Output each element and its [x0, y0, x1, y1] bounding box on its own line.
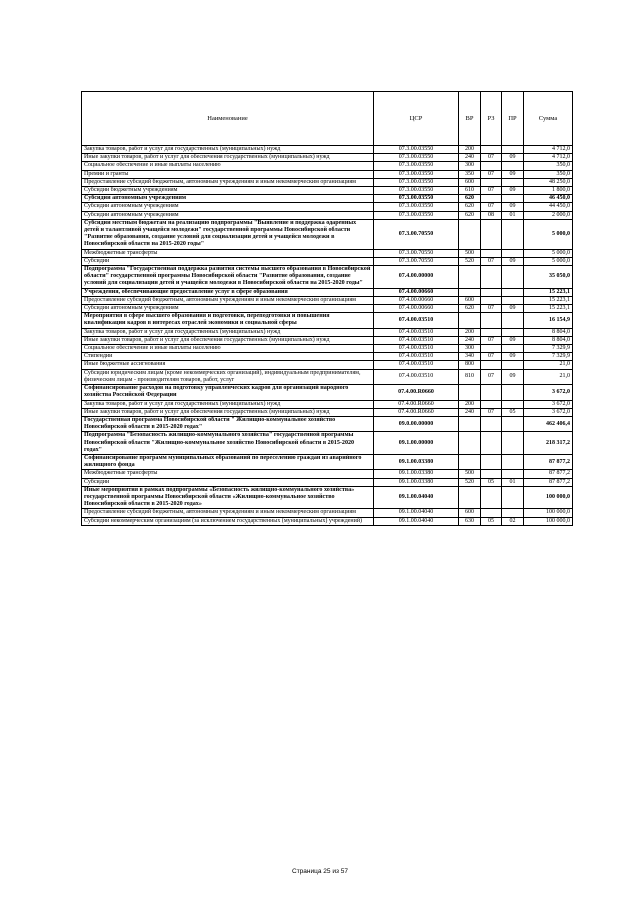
row-vr-cell: 810	[459, 369, 481, 384]
row-vr-cell: 240	[459, 154, 481, 162]
row-rz-cell	[481, 146, 502, 154]
row-rz-cell	[481, 266, 502, 289]
row-name-cell: Иные мероприятия в рамках подпрограммы «Безопасность жилищно-коммунального хозяйства» государственной программы Новосибирской области «Жилищно-коммунальное хозяйство Новосибирской области в 2015-2020 годах»	[82, 486, 374, 509]
table-row	[82, 203, 573, 211]
row-name-cell: Субсидии автономным учреждениям	[82, 211, 374, 219]
row-csr-cell: 07.4.00.03510	[374, 313, 459, 328]
table-row	[82, 178, 573, 186]
row-sum-cell: 48 250,0	[524, 178, 573, 186]
header-rz: РЗ	[481, 92, 502, 146]
row-rz-cell: 05	[481, 517, 502, 525]
row-name-cell: Социальное обеспечение и иные выплаты населению	[82, 345, 374, 353]
row-name-cell: Учреждения, обеспечивающие предоставление услуг в сфере образования	[82, 288, 374, 296]
row-sum-cell: 44 450,0	[524, 203, 573, 211]
row-name-cell: Подпрограмма "Безопасность жилищно-коммунального хозяйства" государственной программы Новосибирской области "Жилищно-коммунальное хозяйство Новосибирской области в 2015-2020 годах"	[82, 432, 374, 455]
row-pr-cell: 09	[502, 203, 524, 211]
row-pr-cell	[502, 288, 524, 296]
row-csr-cell: 07.3.00.03550	[374, 211, 459, 219]
row-csr-cell: 07.3.00.03550	[374, 146, 459, 154]
row-sum-cell: 4 712,0	[524, 154, 573, 162]
table-header-row	[82, 92, 573, 146]
table-row	[82, 146, 573, 154]
row-sum-cell: 7 329,9	[524, 353, 573, 361]
table-row	[82, 211, 573, 219]
table-row	[82, 353, 573, 361]
table-row	[82, 154, 573, 162]
row-rz-cell: 07	[481, 154, 502, 162]
row-name-cell: Софинансирование расходов на подготовку управленческих кадров для организаций народного хозяйства Российской Федерации	[82, 385, 374, 400]
row-pr-cell	[502, 432, 524, 455]
row-csr-cell: 07.3.00.03550	[374, 178, 459, 186]
row-csr-cell: 07.4.00.R0660	[374, 408, 459, 416]
row-rz-cell	[481, 470, 502, 478]
row-sum-cell: 3 672,0	[524, 385, 573, 400]
table-row	[82, 266, 573, 289]
row-sum-cell: 4 712,0	[524, 146, 573, 154]
row-csr-cell: 07.4.00.00660	[374, 288, 459, 296]
row-rz-cell	[481, 385, 502, 400]
table-row	[82, 486, 573, 509]
row-pr-cell	[502, 266, 524, 289]
row-name-cell: Межбюджетные трансферты	[82, 470, 374, 478]
row-rz-cell	[481, 486, 502, 509]
row-csr-cell: 07.3.00.03550	[374, 203, 459, 211]
row-pr-cell: 05	[502, 408, 524, 416]
row-name-cell: Предоставление субсидий бюджетным, автономным учреждениям и иным некоммерческим организациям	[82, 178, 374, 186]
row-pr-cell: 09	[502, 257, 524, 265]
row-csr-cell: 07.3.00.03550	[374, 162, 459, 170]
row-sum-cell: 3 672,0	[524, 408, 573, 416]
row-rz-cell: 08	[481, 211, 502, 219]
table-row	[82, 509, 573, 517]
row-name-cell: Межбюджетные трансферты	[82, 249, 374, 257]
row-vr-cell	[459, 432, 481, 455]
row-vr-cell: 200	[459, 146, 481, 154]
row-csr-cell: 07.3.00.70550	[374, 249, 459, 257]
row-sum-cell: 46 450,0	[524, 195, 573, 203]
row-csr-cell: 09.1.00.03380	[374, 454, 459, 469]
row-rz-cell: 05	[481, 478, 502, 486]
row-csr-cell: 09.1.00.04040	[374, 517, 459, 525]
row-rz-cell	[481, 219, 502, 249]
row-sum-cell: 5 000,0	[524, 249, 573, 257]
row-vr-cell: 200	[459, 400, 481, 408]
row-name-cell: Иные закупки товаров, работ и услуг для обеспечения государственных (муниципальных) нужд	[82, 336, 374, 344]
row-name-cell: Иные закупки товаров, работ и услуг для обеспечения государственных (муниципальных) нужд	[82, 408, 374, 416]
row-name-cell: Субсидии	[82, 257, 374, 265]
row-name-cell: Субсидии автономным учреждениям	[82, 195, 374, 203]
row-name-cell: Закупка товаров, работ и услуг для государственных (муниципальных) нужд	[82, 328, 374, 336]
row-sum-cell: 8 804,0	[524, 328, 573, 336]
row-csr-cell: 07.4.00.00000	[374, 266, 459, 289]
table-row	[82, 296, 573, 304]
table-row	[82, 416, 573, 431]
header-sum: Сумма	[524, 92, 573, 146]
row-vr-cell: 520	[459, 478, 481, 486]
row-vr-cell: 610	[459, 187, 481, 195]
table-row	[82, 288, 573, 296]
row-vr-cell	[459, 385, 481, 400]
row-csr-cell: 07.4.00.03510	[374, 328, 459, 336]
row-sum-cell: 15 223,1	[524, 288, 573, 296]
row-csr-cell: 07.4.00.03510	[374, 361, 459, 369]
row-csr-cell: 09.1.00.03380	[374, 470, 459, 478]
table-row	[82, 187, 573, 195]
row-vr-cell: 300	[459, 345, 481, 353]
row-csr-cell: 09.0.00.00000	[374, 416, 459, 431]
row-name-cell: Предоставление субсидий бюджетным, автономным учреждениям и иным некоммерческим организациям	[82, 509, 374, 517]
row-vr-cell: 240	[459, 408, 481, 416]
table-row	[82, 305, 573, 313]
row-vr-cell: 520	[459, 257, 481, 265]
row-rz-cell: 07	[481, 203, 502, 211]
row-pr-cell	[502, 400, 524, 408]
row-rz-cell	[481, 432, 502, 455]
row-rz-cell: 07	[481, 257, 502, 265]
row-rz-cell: 07	[481, 353, 502, 361]
row-csr-cell: 07.4.00.03510	[374, 369, 459, 384]
row-pr-cell: 09	[502, 170, 524, 178]
table-row	[82, 313, 573, 328]
row-sum-cell: 100 000,0	[524, 509, 573, 517]
row-vr-cell	[459, 416, 481, 431]
row-sum-cell: 16 154,9	[524, 313, 573, 328]
row-name-cell: Закупка товаров, работ и услуг для государственных (муниципальных) нужд	[82, 146, 374, 154]
row-name-cell: Субсидии бюджетным учреждениям	[82, 187, 374, 195]
row-sum-cell: 21,0	[524, 361, 573, 369]
row-rz-cell	[481, 249, 502, 257]
row-rz-cell: 07	[481, 336, 502, 344]
table-row	[82, 385, 573, 400]
row-vr-cell: 800	[459, 361, 481, 369]
row-name-cell: Иные бюджетные ассигнования	[82, 361, 374, 369]
row-name-cell: Социальное обеспечение и иные выплаты населению	[82, 162, 374, 170]
row-sum-cell: 7 329,9	[524, 345, 573, 353]
row-pr-cell	[502, 146, 524, 154]
table-row	[82, 432, 573, 455]
table-row	[82, 170, 573, 178]
row-csr-cell: 07.3.00.70550	[374, 219, 459, 249]
row-pr-cell: 09	[502, 336, 524, 344]
row-name-cell: Мероприятия в сфере высшего образования и подготовки, переподготовки и повышения квалификации кадров в интересах отраслей экономики и социальной сферы	[82, 313, 374, 328]
row-pr-cell: 01	[502, 478, 524, 486]
table-row	[82, 195, 573, 203]
row-sum-cell: 2 000,0	[524, 211, 573, 219]
row-rz-cell	[481, 195, 502, 203]
table-row	[82, 328, 573, 336]
row-csr-cell: 09.1.00.04040	[374, 486, 459, 509]
row-pr-cell	[502, 416, 524, 431]
row-vr-cell: 350	[459, 170, 481, 178]
table-row	[82, 369, 573, 384]
row-pr-cell: 09	[502, 353, 524, 361]
row-vr-cell: 620	[459, 211, 481, 219]
row-rz-cell: 07	[481, 369, 502, 384]
row-name-cell: Государственная программа Новосибирской области " Жилищно-коммунальное хозяйство Новосибирской области в 2015-2020 годах"	[82, 416, 374, 431]
row-vr-cell: 600	[459, 178, 481, 186]
row-pr-cell: 09	[502, 369, 524, 384]
row-csr-cell: 07.4.00.03510	[374, 336, 459, 344]
row-sum-cell: 100 000,0	[524, 517, 573, 525]
row-rz-cell	[481, 288, 502, 296]
row-csr-cell: 07.4.00.03510	[374, 345, 459, 353]
row-csr-cell: 07.4.00.00660	[374, 305, 459, 313]
table-row	[82, 257, 573, 265]
row-sum-cell: 5 000,0	[524, 219, 573, 249]
row-vr-cell: 500	[459, 249, 481, 257]
row-pr-cell: 09	[502, 305, 524, 313]
row-name-cell: Субсидии автономным учреждениям	[82, 203, 374, 211]
row-vr-cell: 240	[459, 336, 481, 344]
row-rz-cell	[481, 416, 502, 431]
table-row	[82, 470, 573, 478]
table-row	[82, 345, 573, 353]
row-csr-cell: 07.3.00.70550	[374, 257, 459, 265]
row-vr-cell: 340	[459, 353, 481, 361]
row-pr-cell: 01	[502, 211, 524, 219]
row-pr-cell	[502, 385, 524, 400]
row-sum-cell: 35 050,0	[524, 266, 573, 289]
row-name-cell: Премии и гранты	[82, 170, 374, 178]
row-name-cell: Предоставление субсидий бюджетным, автономным учреждениям и иным некоммерческим организациям	[82, 296, 374, 304]
row-vr-cell: 500	[459, 470, 481, 478]
row-rz-cell	[481, 361, 502, 369]
row-rz-cell	[481, 178, 502, 186]
row-csr-cell: 09.1.00.00000	[374, 432, 459, 455]
row-sum-cell: 8 804,0	[524, 336, 573, 344]
row-sum-cell: 87 877,2	[524, 478, 573, 486]
row-vr-cell	[459, 313, 481, 328]
table-row	[82, 478, 573, 486]
row-rz-cell: 07	[481, 187, 502, 195]
row-sum-cell: 3 672,0	[524, 400, 573, 408]
row-sum-cell: 350,0	[524, 170, 573, 178]
row-pr-cell	[502, 345, 524, 353]
row-rz-cell	[481, 400, 502, 408]
row-pr-cell: 02	[502, 517, 524, 525]
row-pr-cell	[502, 328, 524, 336]
row-pr-cell: 09	[502, 154, 524, 162]
row-pr-cell	[502, 178, 524, 186]
header-vr: ВР	[459, 92, 481, 146]
row-csr-cell: 07.3.00.03550	[374, 187, 459, 195]
row-pr-cell	[502, 454, 524, 469]
row-vr-cell	[459, 266, 481, 289]
row-sum-cell: 87 877,2	[524, 454, 573, 469]
header-name: Наименование	[82, 92, 374, 146]
table-row	[82, 361, 573, 369]
row-csr-cell: 09.1.00.03380	[374, 478, 459, 486]
row-name-cell: Софинансирование программ муниципальных образований по переселению граждан из аварийного жилищного фонда	[82, 454, 374, 469]
row-vr-cell: 620	[459, 305, 481, 313]
row-name-cell: Субсидии местным бюджетам на реализацию подпрограммы "Выявление и поддержка одаренных детей и талантливой учащейся молодежи" государственной программы Новосибирской области "Развитие образования, создание условий для социализации детей и учащейся молодежи в Новосибирской области на 2015-2020 годы"	[82, 219, 374, 249]
row-pr-cell	[502, 219, 524, 249]
row-pr-cell	[502, 486, 524, 509]
row-name-cell: Субсидии юридическим лицам (кроме некоммерческих организаций), индивидуальным предпринимателям, физическим лицам - производителям товаров, работ, услуг	[82, 369, 374, 384]
row-name-cell: Субсидии некоммерческим организациям (за исключением государственных (муниципальных) учреждений)	[82, 517, 374, 525]
row-rz-cell: 07	[481, 408, 502, 416]
row-csr-cell: 07.4.00.03510	[374, 353, 459, 361]
row-pr-cell	[502, 509, 524, 517]
table-row	[82, 219, 573, 249]
row-sum-cell: 15 223,1	[524, 296, 573, 304]
row-csr-cell: 07.3.00.03550	[374, 154, 459, 162]
row-sum-cell: 350,0	[524, 162, 573, 170]
row-pr-cell	[502, 313, 524, 328]
table-row	[82, 517, 573, 525]
row-vr-cell	[459, 454, 481, 469]
row-vr-cell: 600	[459, 296, 481, 304]
row-vr-cell	[459, 288, 481, 296]
row-csr-cell: 07.3.00.03550	[374, 195, 459, 203]
row-csr-cell: 07.4.00.R0660	[374, 400, 459, 408]
table-row	[82, 408, 573, 416]
row-rz-cell	[481, 328, 502, 336]
row-pr-cell	[502, 296, 524, 304]
page-number: Страница 25 из 57	[292, 868, 348, 875]
table-row	[82, 454, 573, 469]
row-csr-cell: 09.1.00.04040	[374, 509, 459, 517]
row-sum-cell: 21,0	[524, 369, 573, 384]
table-row	[82, 400, 573, 408]
row-vr-cell: 600	[459, 509, 481, 517]
row-vr-cell: 630	[459, 517, 481, 525]
row-csr-cell: 07.4.00.R0660	[374, 385, 459, 400]
row-vr-cell: 620	[459, 195, 481, 203]
row-rz-cell: 07	[481, 305, 502, 313]
row-sum-cell: 462 406,4	[524, 416, 573, 431]
row-name-cell: Субсидии	[82, 478, 374, 486]
row-vr-cell: 200	[459, 328, 481, 336]
table-body	[82, 146, 573, 526]
header-csr: ЦСР	[374, 92, 459, 146]
row-rz-cell: 07	[481, 170, 502, 178]
row-name-cell: Субсидии автономным учреждениям	[82, 305, 374, 313]
row-pr-cell: 09	[502, 187, 524, 195]
row-csr-cell: 07.4.00.00660	[374, 296, 459, 304]
header-pr: ПР	[502, 92, 524, 146]
row-sum-cell: 100 000,0	[524, 486, 573, 509]
row-sum-cell: 218 317,2	[524, 432, 573, 455]
row-vr-cell	[459, 219, 481, 249]
table-row	[82, 249, 573, 257]
row-vr-cell	[459, 486, 481, 509]
row-pr-cell	[502, 361, 524, 369]
row-vr-cell: 300	[459, 162, 481, 170]
table-row	[82, 336, 573, 344]
row-pr-cell	[502, 249, 524, 257]
row-rz-cell	[481, 345, 502, 353]
row-rz-cell	[481, 162, 502, 170]
row-sum-cell: 1 800,0	[524, 187, 573, 195]
row-rz-cell	[481, 313, 502, 328]
row-name-cell: Закупка товаров, работ и услуг для государственных (муниципальных) нужд	[82, 400, 374, 408]
row-name-cell: Подпрограмма "Государственная поддержка развития системы высшего образования в Новосибирской области" государственной программы Новосибирской области "Развитие образования, создание условий для социализации детей и учащейся молодежи в Новосибирской области на 2015-2020 годы"	[82, 266, 374, 289]
row-pr-cell	[502, 162, 524, 170]
row-pr-cell	[502, 195, 524, 203]
table-row	[82, 162, 573, 170]
row-sum-cell: 87 877,2	[524, 470, 573, 478]
row-sum-cell: 5 000,0	[524, 257, 573, 265]
row-pr-cell	[502, 470, 524, 478]
budget-table	[81, 91, 573, 526]
row-sum-cell: 15 223,1	[524, 305, 573, 313]
row-rz-cell	[481, 296, 502, 304]
row-name-cell: Стипендии	[82, 353, 374, 361]
row-rz-cell	[481, 509, 502, 517]
row-vr-cell: 620	[459, 203, 481, 211]
row-rz-cell	[481, 454, 502, 469]
row-csr-cell: 07.3.00.03550	[374, 170, 459, 178]
row-name-cell: Иные закупки товаров, работ и услуг для обеспечения государственных (муниципальных) нужд	[82, 154, 374, 162]
